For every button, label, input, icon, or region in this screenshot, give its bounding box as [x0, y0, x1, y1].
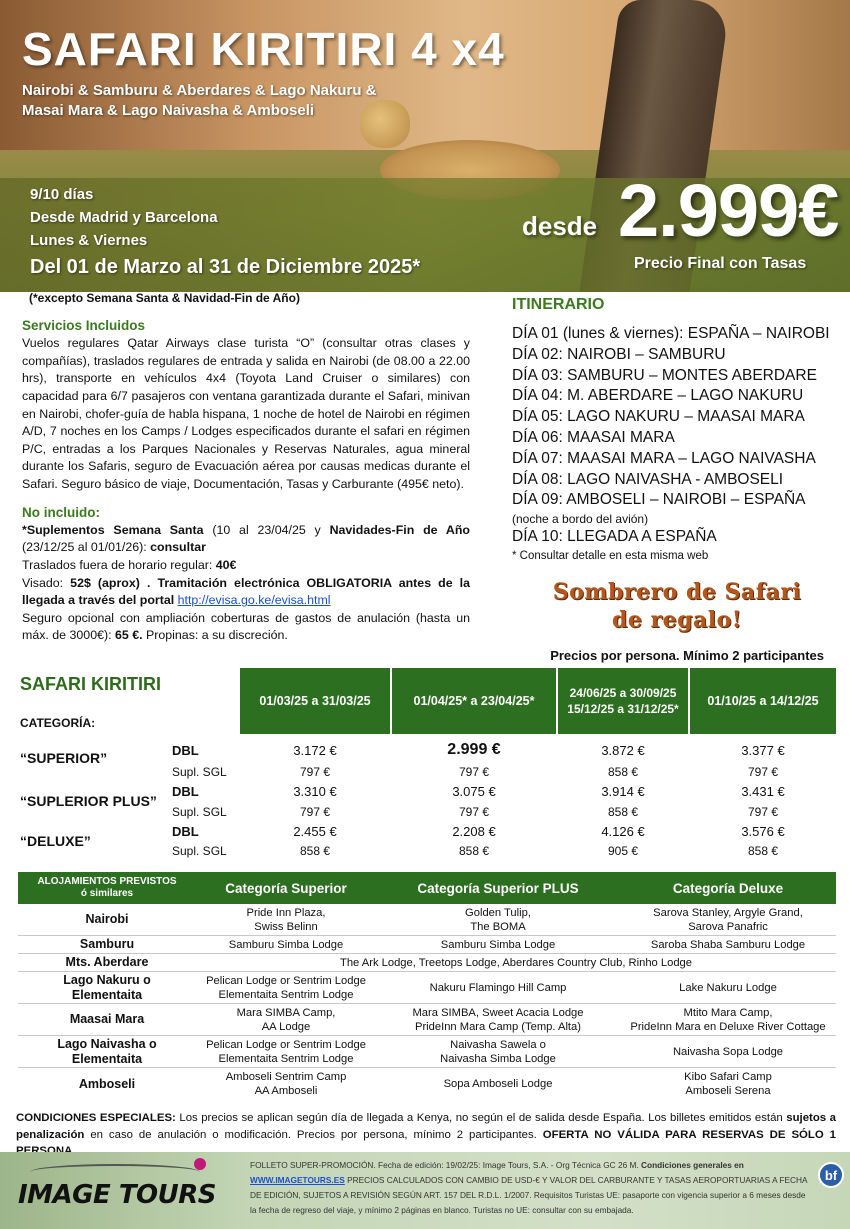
price-cell: 4.126 €	[601, 824, 645, 839]
lodge-cell: Pelican Lodge or Sentrim Lodge Elementaita Sentrim Lodge	[206, 1038, 366, 1065]
lodge-cell: Sarova Stanley, Argyle Grand, Sarova Panafric	[653, 906, 803, 933]
price-row-sgl	[18, 803, 836, 823]
price-cell: 2.208 €	[452, 824, 496, 839]
evisa-link[interactable]: http://evisa.go.ke/evisa.html	[177, 593, 331, 608]
special-conditions: CONDICIONES ESPECIALES: Los precios se aplican según día de llegada a Kenya, no según el de salida desde España. Los billetes emitidos están sujetos a penalización en caso de anulación o modificación. Precios por persona, mínimo 2 participantes. OFERTA NO VÁLIDA PARA RESERVAS DE SÓLO 1	[16, 1112, 836, 1141]
left-column	[22, 290, 470, 645]
table-row	[18, 954, 836, 972]
accommodation-header: Categoría Superior	[196, 872, 376, 904]
not-included-heading: No incluido:	[22, 504, 100, 520]
price-cell: 3.576 €	[741, 824, 785, 839]
destination-cell: Mts. Aberdare	[65, 955, 149, 969]
room-type: DBL	[172, 824, 199, 839]
table-row	[18, 936, 836, 954]
price-cell: 3.075 €	[452, 784, 496, 799]
category-name: “SUPERIOR”	[20, 750, 108, 766]
itinerary-day: DÍA 03: SAMBURU – MONTES ABERDARE	[512, 366, 817, 384]
destination-cell: Maasai Mara	[69, 1012, 145, 1026]
price-cell: 3.914 €	[601, 784, 645, 799]
night-flight-note: (noche a bordo del avión)	[512, 512, 649, 527]
table-row	[18, 1036, 836, 1068]
price-cell: 797 €	[458, 805, 490, 819]
lodge-cell: Pride Inn Plaza, Swiss Belinn	[246, 906, 326, 933]
per-person-note: Precios por persona. Mínimo 2 participantes	[550, 647, 824, 663]
season-header: 01/10/25 a 14/12/25	[690, 668, 836, 734]
services-heading: Servicios Incluidos	[22, 318, 146, 334]
lodge-cell: Golden Tulip, The BOMA	[465, 906, 531, 933]
lodge-cell: Pelican Lodge or Sentrim Lodge Elementaita Sentrim Lodge	[206, 974, 366, 1001]
price-note: Precio Final con Tasas	[634, 255, 807, 272]
price-from-label: desde	[522, 211, 598, 241]
destination-cell: Samburu	[79, 937, 135, 951]
itinerary-day: DÍA 02: NAIROBI – SAMBURU	[512, 345, 726, 363]
not-included-section	[22, 503, 470, 645]
price-cell: 858 €	[458, 844, 490, 858]
lodge-cell: Amboseli Sentrim Camp AA Amboseli	[225, 1071, 347, 1097]
transfers-text: Traslados fuera de horario regular: 40€	[22, 558, 237, 573]
lodge-cell: Samburu Simba Lodge	[440, 938, 556, 951]
table-row	[18, 904, 836, 936]
season-header: 01/03/25 a 31/03/25	[240, 668, 390, 734]
bf-badge-icon: bf	[818, 1162, 844, 1188]
price-cell: 3.431 €	[741, 784, 785, 799]
validity-dates: Del 01 de Marzo al 31 de Diciembre 2025*	[30, 256, 421, 278]
lodge-cell: The Ark Lodge, Treetops Lodge, Aberdares Country Club, Rinho Lodge	[339, 956, 692, 969]
table-row	[18, 1068, 836, 1100]
price-row-dbl	[18, 782, 836, 802]
detail-note: * Consultar detalle en esta misma web	[512, 549, 709, 562]
price-cell: 3.377 €	[741, 743, 785, 758]
price-row-dbl	[18, 822, 836, 842]
itinerary-day: DÍA 05: LAGO NAKURU – MAASAI MARA	[512, 408, 805, 426]
price-cell: 3.172 €	[293, 743, 337, 758]
lodge-cell: Sopa Amboseli Lodge	[443, 1078, 553, 1090]
footer	[0, 1152, 850, 1229]
lodge-cell: Mtito Mara Camp, PrideInn Mara en Deluxe River Cottage	[630, 1006, 826, 1033]
headline-price: 2.999€	[618, 169, 839, 252]
image-tours-logo: IMAGE TOURS	[18, 1180, 217, 1210]
lodge-cell: Samburu Simba Lodge	[228, 938, 344, 951]
category-label: CATEGORÍA:	[20, 716, 96, 730]
room-type: DBL	[172, 743, 199, 758]
itinerary-day: DÍA 01 (lunes & viernes): ESPAÑA – NAIROBI	[512, 325, 830, 342]
price-cell: 797 €	[299, 765, 331, 779]
table-row	[18, 972, 836, 1004]
price-cell: 797 €	[299, 805, 331, 819]
price-cell: 905 €	[607, 844, 639, 858]
room-type: Supl. SGL	[172, 765, 227, 779]
price-cell: 3.310 €	[293, 784, 337, 799]
destination-cell: Lago Naivasha o Elementaita	[57, 1036, 157, 1066]
itinerary-day: DÍA 06: MAASAI MARA	[512, 428, 675, 446]
cheetah-head-image	[360, 100, 410, 148]
lodge-cell: Mara SIMBA Camp, AA Lodge	[236, 1006, 336, 1033]
itinerary-day: DÍA 07: MAASAI MARA – LAGO NAIVASHA	[512, 449, 816, 467]
accommodation-header-label: ALOJAMIENTOS PREVISTOS ó similares	[18, 872, 196, 904]
itinerary-day: DÍA 09: AMBOSELI – NAIROBI – ESPAÑA	[512, 491, 806, 509]
category-name: “SUPLERIOR PLUS”	[20, 793, 157, 809]
itinerary-day: DÍA 10: LLEGADA A ESPAÑA	[512, 528, 717, 546]
lodge-cell: Lake Nakuru Lodge	[679, 981, 777, 994]
price-cell: 858 €	[299, 844, 331, 858]
lodge-cell: Nakuru Flamingo Hill Camp	[429, 981, 567, 994]
price-cell: 797 €	[747, 805, 779, 819]
season-header: 24/06/25 a 30/09/25 15/12/25 a 31/12/25*	[558, 668, 688, 734]
departure-cities: Desde Madrid y Barcelona	[30, 209, 218, 226]
lodge-cell: Naivasha Sawela o Naivasha Simba Lodge	[440, 1038, 556, 1065]
price-cell: 858 €	[607, 805, 639, 819]
price-cell: 2.999 €	[447, 741, 501, 758]
exception-note: (*excepto Semana Santa & Navidad-Fin de Año)	[29, 291, 300, 305]
room-type: Supl. SGL	[172, 805, 227, 819]
destination-cell: Amboseli	[78, 1076, 136, 1091]
price-cell: 3.872 €	[601, 743, 645, 758]
itinerary-heading: ITINERARIO	[512, 296, 605, 313]
logo-dot-icon	[194, 1158, 206, 1170]
destination-cell: Nairobi	[85, 912, 129, 926]
price-cell: 797 €	[458, 765, 490, 779]
visa-text: Visado: 52$ (aprox) . Tramitación electrónica OBLIGATORIA antes de la llegada a través del portal http://evisa.go.ke/evisa.html	[22, 575, 470, 608]
logo-swoosh-icon	[30, 1164, 200, 1180]
room-type: DBL	[172, 784, 199, 799]
route-subtitle-line2: Masai Mara & Lago Naivasha & Amboseli	[22, 102, 315, 119]
lodge-cell: Kibo Safari Camp Amboseli Serena	[684, 1071, 772, 1097]
accommodation-header: Categoría Deluxe	[620, 872, 836, 904]
table-row	[18, 1004, 836, 1036]
insurance-text: Seguro opcional con ampliación coberturas de gastos de anulación (hasta un máx. de 3000€): 65 €. Propinas: a su discreción.	[22, 610, 470, 643]
price-row-sgl	[18, 842, 836, 862]
page-title: SAFARI KIRITIRI 4 x4	[22, 23, 505, 75]
trip-duration: 9/10 días	[30, 186, 94, 203]
price-cell: 797 €	[747, 765, 779, 779]
itinerary-column	[512, 296, 842, 663]
route-subtitle-line1: Nairobi & Samburu & Aberdares & Lago Nakuru &	[22, 82, 377, 99]
legal-text: FOLLETO SUPER-PROMOCIÓN. Fecha de edición: 19/02/25: Image Tours, S.A. - Org Técnica GC 26 M. Condiciones generales en WWW.IMAGETOURS.ES PRECIOS CALCULADOS CON CAMBIO DE USD-€ Y VALOR DEL CARBURANTE Y TASAS AEROPORTUARIAS A FECHA DE EDICIÓN, SUJETOS A REVISIÓN SEGÚN ART. 157 DEL R.D.L. 1/2007. Requisitos Turistas UE: pasaporte con vigencia superior a 6 meses desde la fecha de regreso del viaje, y mínimo 2 páginas en blanco. Turistas no UE: consultar con su embajada.	[250, 1160, 808, 1215]
price-cell: 858 €	[607, 765, 639, 779]
lodge-cell: Naivasha Sopa Lodge	[672, 1045, 784, 1058]
gift-banner	[512, 578, 842, 634]
price-row-dbl	[18, 741, 836, 761]
website-link[interactable]: WWW.IMAGETOURS.ES	[250, 1175, 345, 1185]
price-cell: 2.455 €	[293, 824, 337, 839]
category-name: “DELUXE”	[20, 833, 91, 849]
supplements-text: *Suplementos Semana Santa (10 al 23/04/25 y Navidades-Fin de Año (23/12/25 al 01/01/26): consultar	[22, 522, 470, 555]
price-table-title: SAFARI KIRITIRI	[20, 674, 162, 694]
services-text: Vuelos regulares Qatar Airways clase turista “O” (consultar otras clases y compañías), traslados regulares de entrada y salida en Nairobi (de 08.00 a 22.00 hrs), transporte en vehículos 4x4 (Toyota Land Cruiser o similares) con capacidad para 6/7 pasajeros con ventana garantizada durante el Safari, minivan en Nairobi, chofer-guía de habla hispana, 1 noche de hotel de Nairobi en régimen A/D, 7 noches en los Camps / Lodges especificados durante el safari en régimen P/C, entradas a los Parques Nacionales y Reservas Naturales, agua mineral durante los Safaris, seguro de Evacuación aérea por causas medicas durante el Safari. Seguro básico de viaje, Documentación, Tasas y Carburante (495€ neto).	[22, 336, 470, 492]
price-cell: 858 €	[747, 844, 779, 858]
itinerary-day: DÍA 08: LAGO NAIVASHA - AMBOSELI	[512, 470, 784, 488]
lodge-cell: Mara SIMBA, Sweet Acacia Lodge PrideInn Mara Camp (Temp. Alta)	[412, 1006, 584, 1033]
itinerary-day: DÍA 04: M. ABERDARE – LAGO NAKURU	[512, 387, 804, 405]
season-header: 01/04/25* a 23/04/25*	[392, 668, 556, 734]
room-type: Supl. SGL	[172, 844, 227, 858]
gift-line2: de regalo!	[612, 606, 742, 633]
hero-banner	[0, 0, 850, 292]
accommodation-header: Categoría Superior PLUS	[376, 872, 620, 904]
lodge-cell: Saroba Shaba Samburu Lodge	[650, 938, 806, 951]
price-row-sgl	[18, 763, 836, 783]
destination-cell: Lago Nakuru o Elementaita	[63, 972, 151, 1002]
gift-line1: Sombrero de Safari	[552, 578, 802, 605]
departure-weekdays: Lunes & Viernes	[30, 232, 148, 249]
